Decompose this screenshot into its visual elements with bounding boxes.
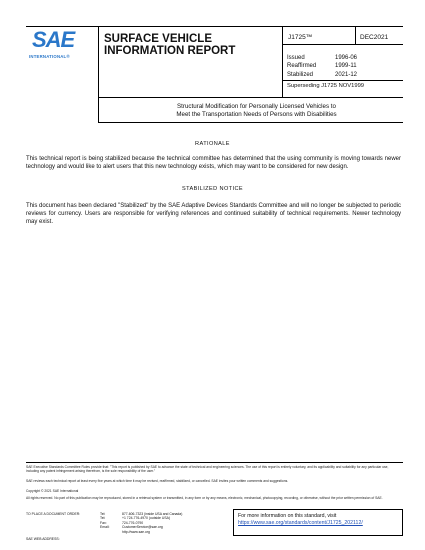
document-date: DEC2021 bbox=[360, 34, 389, 41]
footer-copyright: Copyright © 2021 SAE International bbox=[26, 489, 79, 493]
report-type-title bbox=[104, 33, 274, 57]
footer-rules-text: SAE Executive Standards Committee Rules provide that: "This report is published by SAE to advance the state of technical and engineering sciences. The use of this report is entirely voluntary, and its applicability and suitability for any particular use, including any patent infringement arising therefrom, is the sole responsibility of the user." bbox=[26, 465, 389, 474]
contact-list bbox=[100, 512, 182, 534]
reaffirmed-label: Reaffirmed bbox=[287, 63, 317, 70]
header-rule-num bbox=[282, 44, 403, 45]
header-rule-title-bottom bbox=[98, 122, 403, 123]
sae-web-address-label: SAE WEB ADDRESS: bbox=[26, 537, 60, 541]
email-value[interactable]: CustomerService@sae.org bbox=[122, 525, 163, 530]
reaffirmed-date: 1999-11 bbox=[335, 63, 357, 70]
issued-label: Issued bbox=[287, 55, 305, 61]
report-type-line1: SURFACE VEHICLE bbox=[104, 33, 212, 45]
web-value[interactable]: http://www.sae.org bbox=[122, 529, 150, 534]
tel1-value: 877-606-7323 (inside USA and Canada) bbox=[122, 512, 183, 516]
tel1-key: Tel: bbox=[100, 512, 106, 516]
tel2-key: Tel: bbox=[100, 516, 106, 521]
superseding-note: Superseding J1725 NOV1999 bbox=[287, 83, 365, 89]
footer-rule bbox=[26, 462, 403, 463]
header-top-rule bbox=[26, 26, 403, 27]
document-title bbox=[104, 103, 409, 119]
document-title-line2: Meet the Transportation Needs of Persons with Disabilities bbox=[176, 111, 337, 118]
document-number: J1725™ bbox=[288, 34, 313, 41]
report-type-line2: INFORMATION REPORT bbox=[104, 45, 236, 57]
more-info-text: For more information on this standard, visit bbox=[238, 513, 337, 519]
document-title-line1: Structural Modification for Personally Licensed Vehicles to bbox=[177, 103, 336, 110]
stabilized-label: Stabilized bbox=[287, 71, 314, 78]
rationale-text: This technical report is being stabilized because the technical committee has determined that the using community is moving towards newer technology and would like to alert users that this new technology exists, which may want to be considered for new design. bbox=[26, 156, 401, 171]
rationale-heading: RATIONALE bbox=[195, 141, 230, 147]
order-label: TO PLACE A DOCUMENT ORDER: bbox=[26, 512, 81, 516]
header-rule-bottom bbox=[98, 97, 403, 98]
footer-review-text: SAE reviews each technical report at least every five years at which time it may be revised, reaffirmed, stabilized, or cancelled. SAE invites your written comments and suggestions. bbox=[26, 479, 289, 483]
header-divider-num bbox=[355, 26, 356, 44]
header-divider-mid bbox=[282, 26, 283, 97]
document-dates bbox=[287, 54, 357, 79]
email-key: Email: bbox=[100, 525, 110, 530]
header-divider-left bbox=[98, 26, 99, 122]
header-rule-supersede bbox=[282, 80, 403, 81]
fax-key: Fax: bbox=[100, 520, 107, 525]
stabilized-notice-text: This document has been declared "Stabilized" by the SAE Adaptive Devices Standards Committee and will no longer be subjected to periodic reviews for currency. Users are responsible for verifying references and continued suitability of technical requirements. Newer technology may exist. bbox=[26, 203, 401, 226]
footer-rights-text: All rights reserved. No part of this publication may be reproduced, stored in a retrieval system or transmitted, in any form or by any means, electronic, mechanical, photocopying, recording, or otherwise, without the prior written permission of SAE. bbox=[26, 496, 383, 500]
sae-logo-subtitle: INTERNATIONAL® bbox=[29, 54, 70, 59]
tel2-value: +1 724-776-4970 (outside USA) bbox=[122, 516, 170, 521]
stabilized-date: 2021-12 bbox=[335, 71, 358, 78]
more-info-link[interactable]: https://www.sae.org/standards/content/J1725_202112/ bbox=[238, 520, 363, 526]
stabilized-notice-heading: STABILIZED NOTICE bbox=[181, 186, 244, 192]
sae-logo: SAE bbox=[32, 27, 75, 52]
issued-date: 1996-06 bbox=[335, 55, 358, 61]
more-info-box bbox=[233, 509, 403, 536]
fax-value: 724-776-0790 bbox=[122, 520, 144, 525]
